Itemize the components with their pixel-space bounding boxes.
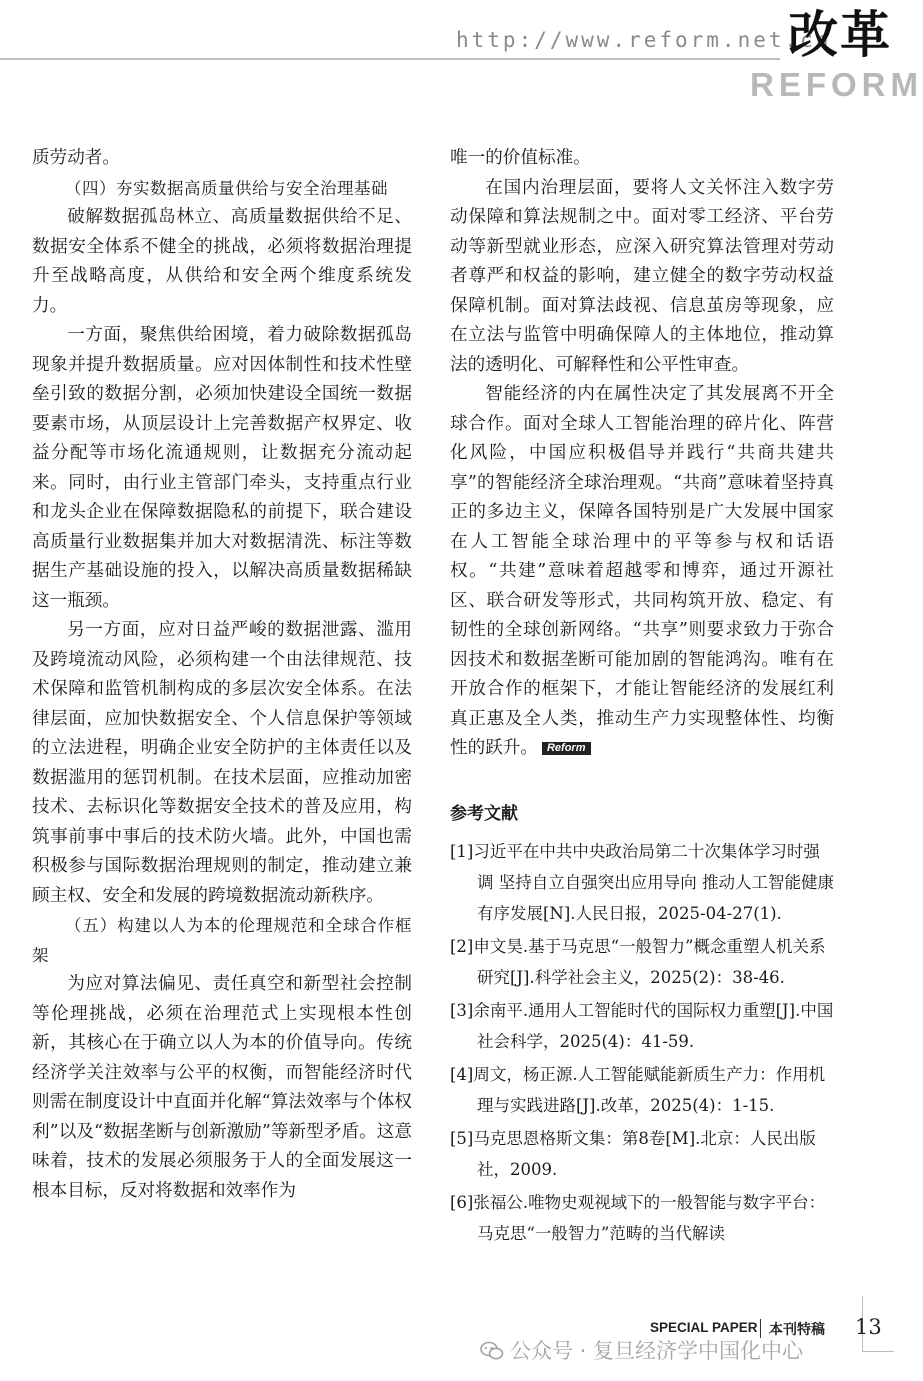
page-footer: [0, 1300, 894, 1381]
right-column: [450, 144, 834, 1251]
paragraph: 质劳动者。: [32, 148, 120, 168]
journal-url[interactable]: http://www.reform.net.cn: [456, 28, 832, 52]
references-list: [450, 836, 834, 1249]
page-header: [0, 0, 923, 110]
section-heading: （五）构建以人为本的伦理规范和全球合作框架: [32, 916, 412, 965]
reference-item: [2]申文昊.基于马克思“一般智力”概念重塑人机关系研究[J].科学社会主义，2025(2)：38-46.: [450, 936, 826, 987]
journal-title-en: REFORM: [750, 66, 923, 103]
reference-item: [3]余南平.通用人工智能时代的国际权力重塑[J].中国社会科学，2025(4)：41-59.: [450, 1000, 834, 1051]
paragraph: 在国内治理层面，要将人文关怀注入数字劳动保障和算法规制之中。面对零工经济、平台劳动等新型就业形态，应深入研究算法管理对劳动者尊严和权益的影响，建立健全的数字劳动权益保障机制。面对算法歧视、信息茧房等现象，应在立法与监管中明确保障人的主体地位，推动算法的透明化、可解释性和公平性审查。: [450, 177, 834, 375]
footer-section-en: SPECIAL PAPER: [650, 1320, 758, 1335]
journal-title-cn: 改革: [788, 6, 892, 64]
reference-item: [4]周文，杨正源.人工智能赋能新质生产力：作用机理与实践进路[J].改革，2025(4)：1-15.: [450, 1064, 826, 1115]
section-heading: （四）夯实数据高质量供给与安全治理基础: [65, 178, 388, 198]
paragraph: 破解数据孤岛林立、高质量数据供给不足、数据安全体系不健全的挑战，必须将数据治理提升至战略高度，从供给和安全两个维度系统发力。: [32, 207, 412, 316]
watermark: [480, 1335, 803, 1366]
reference-item: [1]习近平在中共中央政治局第二十次集体学习时强调 坚持自立自强突出应用导向 推动人工智能健康有序发展[N].人民日报，2025-04-27(1).: [450, 841, 834, 923]
watermark-text: 公众号 · 复旦经济学中国化中心: [510, 1339, 804, 1363]
paragraph: 另一方面，应对日益严峻的数据泄露、滥用及跨境流动风险，必须构建一个由法律规范、技术保障和监管机制构成的多层次安全体系。在法律层面，应加快数据安全、个人信息保护等领域的立法进程，明确企业安全防护的主体责任以及数据滥用的惩罚机制。在技术层面，应推动加密技术、去标识化等数据安全技术的普及应用，构筑事前事中事后的技术防火墙。此外，中国也需积极参与国际数据治理规则的制定，推动建立兼顾主权、安全和发展的跨境数据流动新秩序。: [32, 620, 412, 906]
page-number: 13: [855, 1315, 882, 1339]
end-mark-badge: Reform: [542, 742, 591, 755]
paragraph: [450, 380, 834, 764]
left-column: [32, 144, 412, 1206]
reference-item: [5]马克思恩格斯文集：第8卷[M].北京：人民出版社，2009.: [450, 1128, 816, 1179]
paragraph: 一方面，聚焦供给困境，着力破除数据孤岛现象并提升数据质量。应对因体制性和技术性壁垒引致的数据分割，必须加快建设全国统一数据要素市场，从顶层设计上完善数据产权界定、收益分配等市场化流通规则，让数据充分流动起来。同时，由行业主管部门牵头，支持重点行业和龙头企业在保障数据隐私的前提下，联合建设高质量行业数据集并加大对数据清洗、标注等数据生产基础设施的投入，以解决高质量数据稀缺这一瓶颈。: [32, 325, 412, 611]
footer-section-cn: 本刊特稿: [769, 1322, 825, 1338]
references-title: 参考文献: [450, 803, 518, 824]
wechat-icon: [480, 1341, 504, 1366]
paragraph: 为应对算法偏见、责任真空和新型社会控制等伦理挑战，必须在治理范式上实现根本性创新，其核心在于确立以人为本的价值导向。传统经济学关注效率与公平的权衡，而智能经济时代则需在制度设计中直面并化解“算法效率与个体权利”以及“数据垄断与创新激励”等新型矛盾。这意味着，技术的发展必须服务于人的全面发展这一根本目标，反对将数据和效率作为: [32, 974, 412, 1201]
reference-item: [6]张福公.唯物史观视域下的一般智能与数字平台：马克思“一般智力”范畴的当代解读: [450, 1192, 826, 1243]
paragraph-text: 智能经济的内在属性决定了其发展离不开全球合作。面对全球人工智能治理的碎片化、阵营化风险，中国应积极倡导并践行“共商共建共享”的智能经济全球治理观。“共商”意味着坚持真正的多边主义，保障各国特别是广大发展中国家在人工智能全球治理中的平等参与权和话语权。“共建”意味着超越零和博弈，通过开源社区、联合研发等形式，共同构筑开放、稳定、有韧性的全球创新网络。“共享”则要求致力于弥合因技术和数据垄断可能加剧的智能鸿沟。唯有在开放合作的框架下，才能让智能经济的发展红利真正惠及全人类，推动生产力实现整体性、均衡性的跃升。: [450, 384, 834, 758]
paragraph: 唯一的价值标准。: [450, 148, 591, 168]
header-rule: [0, 58, 780, 60]
